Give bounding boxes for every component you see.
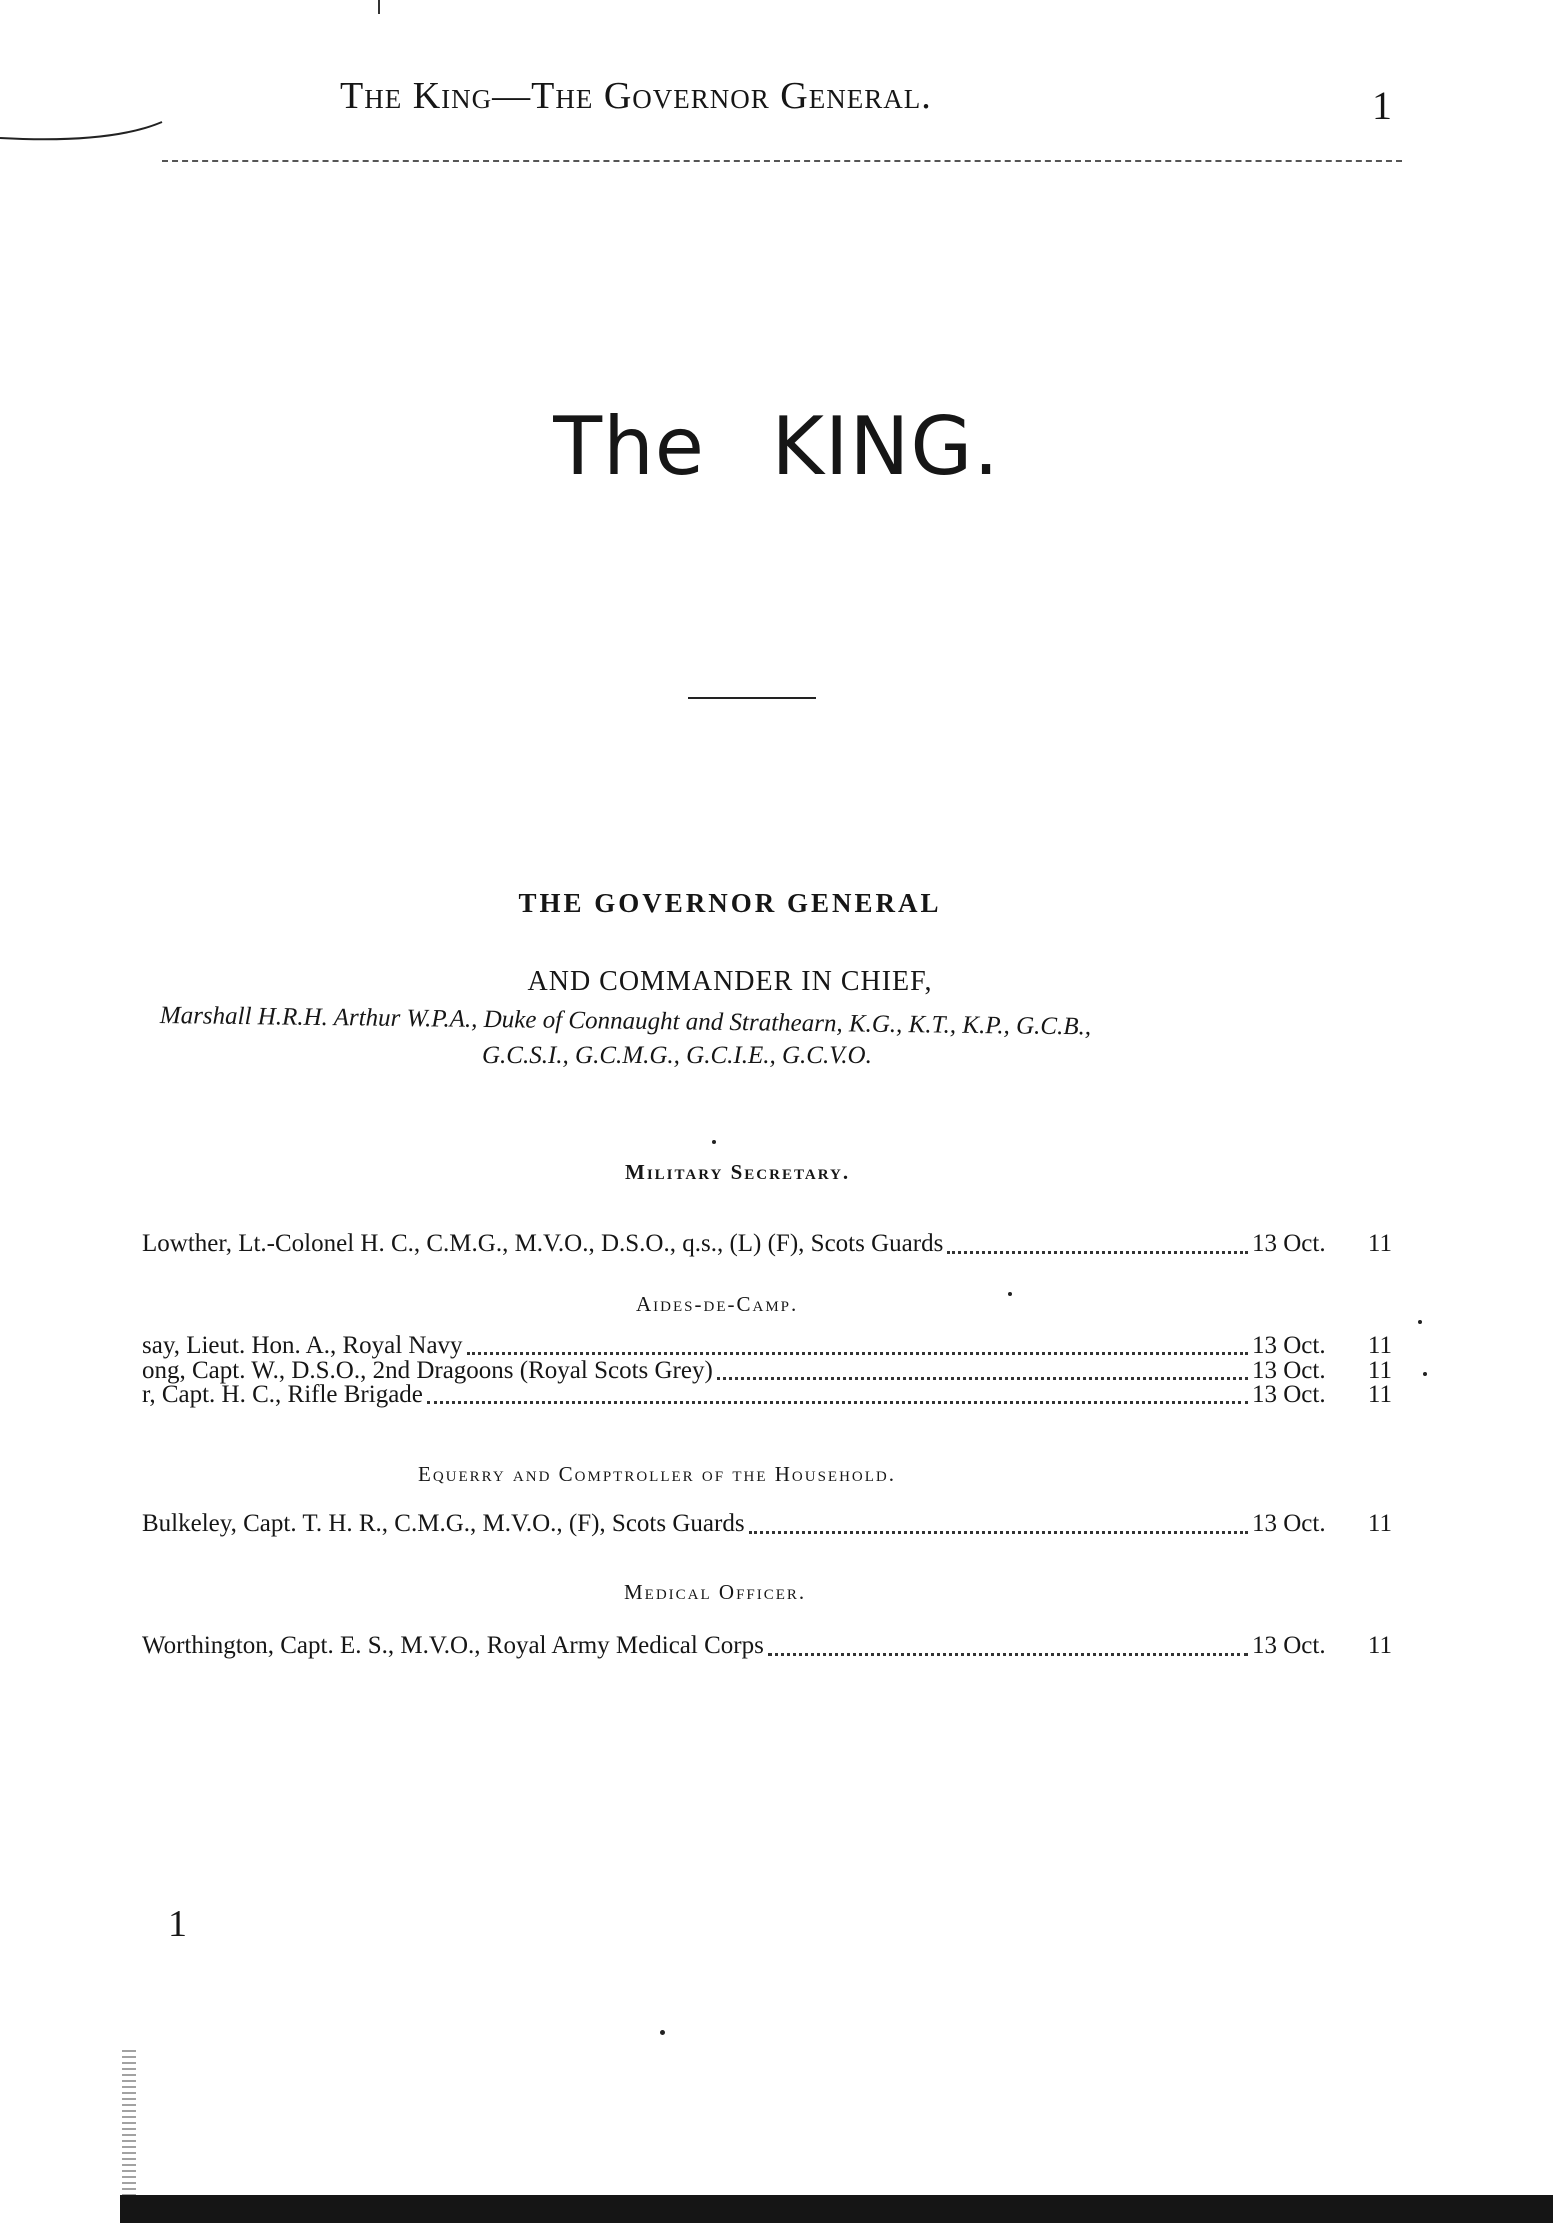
entry-year: 11 xyxy=(1367,1357,1392,1384)
dot-leader xyxy=(427,1389,1248,1404)
section-heading-medical-officer: Medical Officer. xyxy=(624,1580,807,1604)
page-number-top: 1 xyxy=(1372,83,1392,128)
entry-date: 13 Oct. xyxy=(1252,1357,1326,1384)
dot-leader xyxy=(717,1365,1248,1380)
section-heading-military-secretary: Military Secretary. xyxy=(625,1160,851,1184)
scan-edge-noise xyxy=(122,2050,136,2200)
dot-leader xyxy=(947,1237,1248,1254)
entry-year: 11 xyxy=(1367,1381,1392,1408)
entry-year: 11 xyxy=(1367,1510,1392,1537)
entry-date: 13 Oct. xyxy=(1252,1632,1326,1659)
dot-leader xyxy=(749,1517,1248,1534)
title-divider xyxy=(688,697,816,699)
section-heading-equerry: Equerry and Comptroller of the Household. xyxy=(418,1462,897,1486)
entry-date: 13 Oct. xyxy=(1252,1230,1326,1257)
entry-name: ong, Capt. W., D.S.O., 2nd Dragoons (Royal Scots Grey) xyxy=(142,1357,713,1384)
entry-row xyxy=(142,1510,1392,1540)
entry-date: 13 Oct. xyxy=(1252,1381,1326,1408)
scan-speck xyxy=(712,1140,716,1144)
entry-date: 13 Oct. xyxy=(1252,1510,1326,1537)
scan-speck xyxy=(1008,1292,1012,1296)
dot-leader xyxy=(768,1639,1248,1656)
running-header: The King—The Governor General. xyxy=(340,75,932,117)
entry-year: 11 xyxy=(1367,1632,1392,1659)
scan-tick-mark xyxy=(378,0,386,14)
scan-speck xyxy=(1418,1320,1422,1324)
scan-curve-mark xyxy=(0,110,170,150)
scan-bottom-edge xyxy=(120,2195,1553,2223)
entry-name: Lowther, Lt.-Colonel H. C., C.M.G., M.V.O., D.S.O., q.s., (L) (F), Scots Guards xyxy=(142,1230,944,1257)
governor-general-name-line-2: G.C.S.I., G.C.M.G., G.C.I.E., G.C.V.O. xyxy=(482,1042,872,1069)
page-title: The KING. xyxy=(553,400,1000,493)
page-number-bottom: 1 xyxy=(168,1903,187,1945)
commander-in-chief-subheading: AND COMMANDER IN CHIEF, xyxy=(527,966,933,997)
entry-date: 13 Oct. xyxy=(1252,1332,1326,1359)
entry-row xyxy=(142,1381,1392,1411)
entry-name: say, Lieut. Hon. A., Royal Navy xyxy=(142,1332,463,1359)
entry-name: Bulkeley, Capt. T. H. R., C.M.G., M.V.O., (F), Scots Guards xyxy=(142,1510,745,1537)
entry-name: r, Capt. H. C., Rifle Brigade xyxy=(142,1381,423,1408)
entry-year: 11 xyxy=(1367,1332,1392,1359)
entry-row xyxy=(142,1230,1392,1260)
entry-name: Worthington, Capt. E. S., M.V.O., Royal Army Medical Corps xyxy=(142,1632,764,1659)
section-heading-aides-de-camp: Aides-de-Camp. xyxy=(636,1292,799,1316)
governor-general-heading: THE GOVERNOR GENERAL xyxy=(518,888,942,918)
dot-leader xyxy=(467,1340,1248,1355)
scan-speck xyxy=(660,2030,665,2035)
scan-speck xyxy=(1423,1372,1427,1376)
entry-year: 11 xyxy=(1367,1230,1392,1257)
header-rule xyxy=(162,160,1402,162)
entry-row xyxy=(142,1632,1392,1662)
governor-general-name-line-1: Marshall H.R.H. Arthur W.P.A., Duke of Connaught and Strathearn, K.G., K.T., K.P., G.C.B., xyxy=(159,1002,1092,1041)
